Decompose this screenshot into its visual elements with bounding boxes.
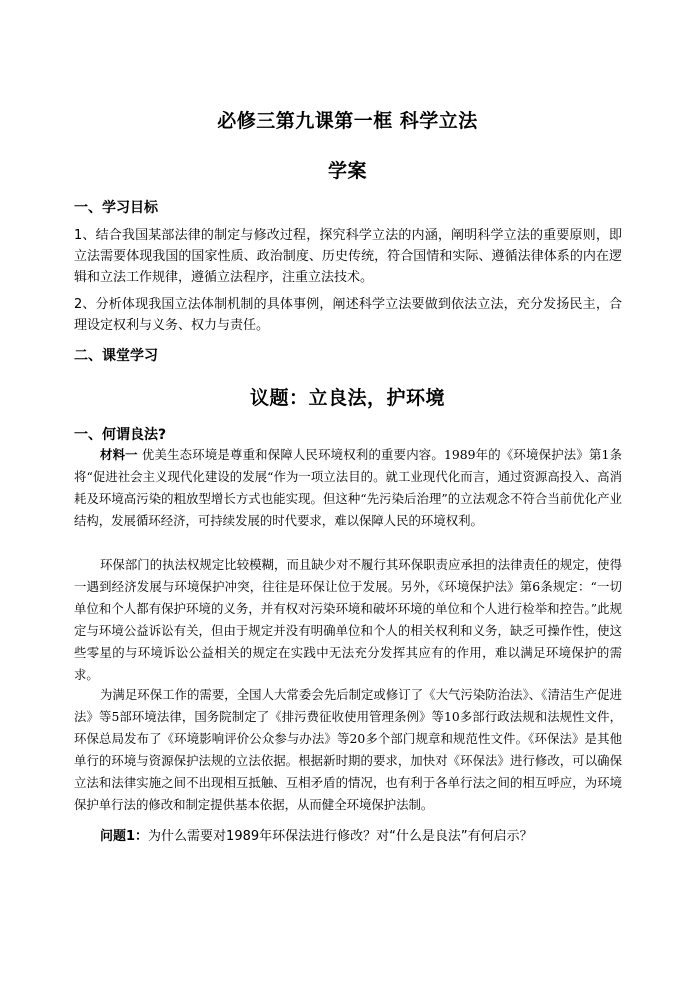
goal-item-1: 1、结合我国某部法律的制定与修改过程，探究科学立法的内涵，阐明科学立法的重要原则，即立法需要体现我国的国家性质、政治制度、历史传统，符合国情和实际、遵循法律体系的内在逻辑和立法工作规律，遵循立法程序，注重立法技术。 xyxy=(74,228,622,285)
section-heading-goals: 一、学习目标 xyxy=(74,200,158,216)
material-label: 材料一 xyxy=(100,447,138,462)
page-subtitle: 学案 xyxy=(327,160,367,182)
subsection-heading: 一、何谓良法? xyxy=(74,427,167,443)
question-text: 为什么需要对1989年环保法进行修改？对“什么是良法”有何启示？ xyxy=(148,829,533,844)
section-heading-class: 二、课堂学习 xyxy=(74,348,158,364)
goal-item-2: 2、分析体现我国立法体制机制的具体事例，阐述科学立法要做到依法立法，充分发扬民主，合理设定权利与义务、权力与责任。 xyxy=(74,297,622,333)
page-title: 必修三第九课第一框 科学立法 xyxy=(217,110,478,132)
material-text-1: 优美生态环境是尊重和保障人民环境权利的重要内容。1989年的《环境保护法》第1条将“促进社会主义现代化建设的发展“作为一项立法目的。就工业现代化而言，通过资源高投入、高消耗及环境高污染的粗放型增长方式也能实现。但这种“先污染后治理”的立法观念不符合当前优化产业结构，发展循环经济，可持续发展的时代要求，难以保障人民的环境权利。 xyxy=(74,447,623,528)
question-label: 问题1： xyxy=(100,829,149,844)
material-paragraph-3: 为满足环保工作的需要，全国人大常委会先后制定或修订了《大气污染防治法》、《清洁生产促进法》等5部环境法律，国务院制定了《排污费征收使用管理条例》等10多部行政法规和法规性文件，环保总局发布了《环境影响评价公众参与办法》等20多个部门规章和规范性文件。《环保法》是其他单行的环境与资源保护法规的立法依据。根据新时期的要求，加快对《环保法》进行修改，可以确保立法和法律实施之间不出现相互抵触、互相矛盾的情况，也有利于各单行法之间的相互呼应，为环境保护单行法的修改和制定提供基本依据，从而健全环境保护法制。 xyxy=(74,687,622,812)
material-paragraph-2: 环保部门的执法权规定比较模糊，而且缺少对不履行其环保职责应承担的法律责任的规定，使得一遇到经济发展与环境保护冲突，往往是环保让位于发展。另外，《环境保护法》第6条规定：“一切单位和个人都有保护环境的义务，并有权对污染环境和破坏环境的单位和个人进行检举和控告。”此规定与环境公益诉讼有关，但由于规定并没有明确单位和个人的相关权利和义务，缺乏可操作性，使这些零星的与环境诉讼公益相关的规定在实践中无法充分发挥其应有的作用，难以满足环境保护的需求。 xyxy=(74,557,622,682)
material-paragraph-1 xyxy=(74,444,622,532)
question-1 xyxy=(74,826,622,847)
topic-title: 议题：立良法，护环境 xyxy=(249,387,445,409)
